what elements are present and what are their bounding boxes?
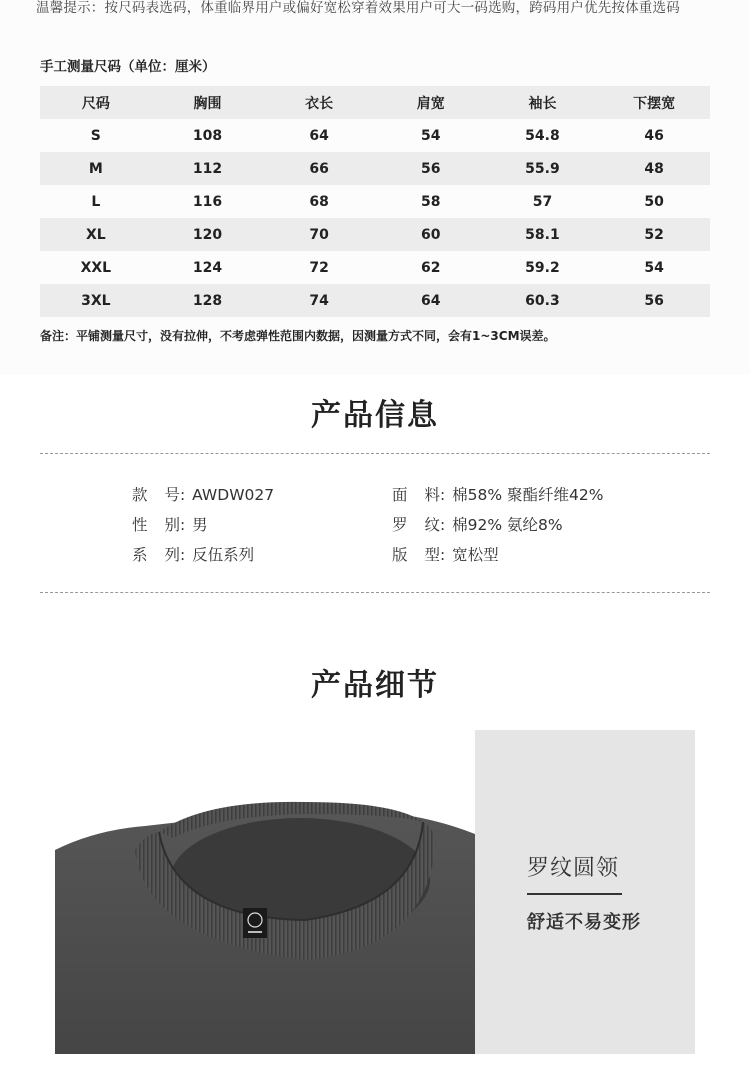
table-cell: 112 — [192, 160, 223, 177]
info-value: 反伍系列 — [192, 546, 255, 564]
feature-description: 舒适不易变形 — [527, 912, 641, 933]
table-cell: XL — [85, 226, 106, 243]
table-cell: S — [90, 127, 101, 144]
size-tip-text: 温馨提示：按尺码表选码，体重临界用户或偏好宽松穿着效果用户可大一码选购，跨码用户优先按体重选码 — [36, 0, 680, 16]
info-value: AWDW027 — [192, 486, 275, 504]
info-value: 棉92% 氨纶8% — [452, 516, 563, 534]
table-cell: 46 — [644, 127, 664, 144]
table-header-cell: 胸围 — [193, 95, 222, 112]
table-cell: 108 — [192, 127, 223, 144]
info-item-gender: 性别: 男 — [132, 513, 208, 535]
table-cell: 72 — [309, 259, 329, 276]
info-item-series: 系列: 反伍系列 — [132, 543, 254, 565]
table-cell: 54 — [644, 259, 664, 276]
feature-title: 罗纹圆领 — [527, 856, 620, 881]
size-chart-table — [40, 86, 710, 317]
table-cell: 54 — [421, 127, 441, 144]
table-cell: 60.3 — [525, 292, 560, 309]
table-cell: 70 — [309, 226, 329, 243]
table-cell: L — [91, 193, 101, 210]
table-cell: XXL — [80, 259, 112, 276]
info-item-rib: 罗纹: 棉92% 氨纶8% — [392, 513, 563, 535]
info-key: 面料 — [392, 486, 440, 504]
table-cell: 64 — [309, 127, 329, 144]
info-key: 性别 — [132, 516, 180, 534]
detail-feature-panel — [475, 730, 695, 1054]
info-item-style-number: 款号: AWDW027 — [132, 483, 274, 505]
info-value: 宽松型 — [452, 546, 499, 564]
table-cell: 54.8 — [525, 127, 560, 144]
table-row — [40, 251, 710, 284]
table-header-row — [40, 86, 710, 119]
product-info-title: 产品信息 — [311, 398, 439, 433]
table-cell: 58.1 — [525, 226, 560, 243]
table-cell: 124 — [192, 259, 223, 276]
info-key: 罗纹 — [392, 516, 440, 534]
table-cell: 56 — [421, 160, 441, 177]
table-cell: M — [88, 160, 103, 177]
table-row — [40, 185, 710, 218]
table-cell: 128 — [192, 292, 223, 309]
info-key: 版型 — [392, 546, 440, 564]
table-header-cell: 尺码 — [81, 95, 110, 112]
table-header-cell: 衣长 — [305, 95, 334, 112]
table-header-cell: 下摆宽 — [633, 95, 676, 112]
table-cell: 68 — [309, 193, 329, 210]
table-header-cell: 袖长 — [528, 95, 557, 112]
table-cell: 60 — [421, 226, 441, 243]
table-header-cell: 肩宽 — [416, 95, 445, 112]
table-cell: 64 — [421, 292, 441, 309]
table-row — [40, 218, 710, 251]
table-cell: 55.9 — [525, 160, 560, 177]
size-chart-title: 手工测量尺码（单位：厘米） — [40, 59, 216, 75]
info-divider-bottom — [40, 592, 710, 593]
info-item-fabric: 面料: 棉58% 聚酯纤维42% — [392, 483, 604, 505]
info-item-fit: 版型: 宽松型 — [392, 543, 499, 565]
table-cell: 57 — [532, 193, 553, 210]
info-key: 款号 — [132, 486, 180, 504]
info-key: 系列 — [132, 546, 180, 564]
product-detail-title: 产品细节 — [311, 668, 439, 703]
table-cell: 62 — [421, 259, 441, 276]
table-cell: 48 — [644, 160, 664, 177]
table-row — [40, 152, 710, 185]
table-cell: 66 — [309, 160, 329, 177]
info-value: 男 — [192, 516, 208, 534]
table-cell: 56 — [644, 292, 664, 309]
feature-divider — [527, 893, 622, 895]
table-row — [40, 284, 710, 317]
size-chart-note: 备注：平铺测量尺寸，没有拉伸，不考虑弹性范围内数据，因测量方式不同，会有1~3CM误差。 — [40, 329, 556, 343]
table-cell: 58 — [421, 193, 441, 210]
info-value: 棉58% 聚酯纤维42% — [452, 486, 604, 504]
collar-detail-image — [55, 730, 475, 1054]
table-cell: 52 — [644, 226, 664, 243]
table-cell: 3XL — [81, 292, 111, 309]
table-cell: 59.2 — [525, 259, 560, 276]
table-cell: 50 — [644, 193, 664, 210]
info-divider-top — [40, 453, 710, 454]
table-row — [40, 119, 710, 152]
table-cell: 120 — [192, 226, 223, 243]
table-cell: 116 — [192, 193, 223, 210]
table-cell: 74 — [309, 292, 329, 309]
